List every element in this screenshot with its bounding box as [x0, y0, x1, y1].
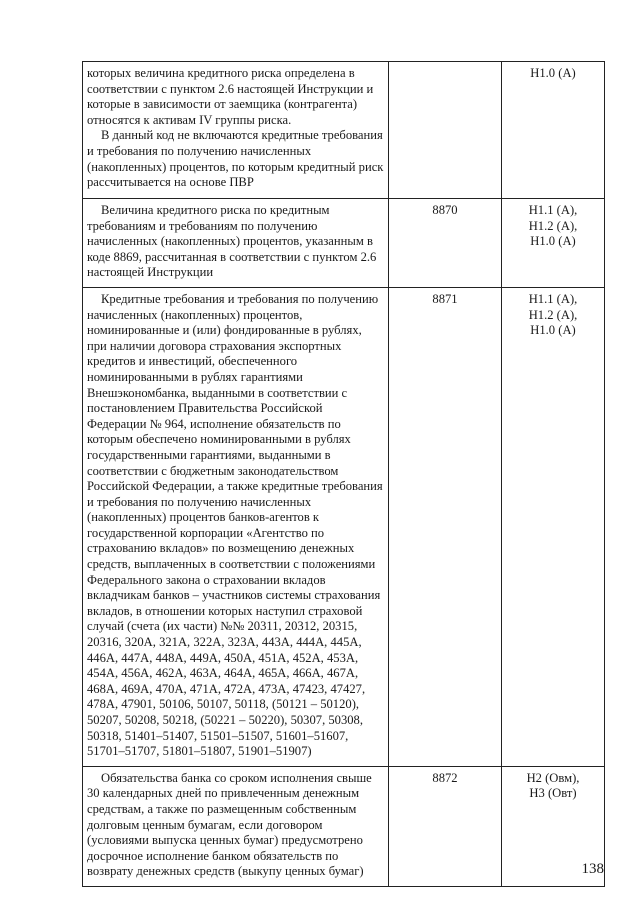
description-paragraph: Величина кредитного риска по кредитным требованиям и требованиям по получению начисленных (накопленных) процентов, указанным в коде 8869, рассчитанная в соответствии с пунктом 2.6 настоящей Инструкции: [87, 203, 377, 280]
table-row: [83, 287, 605, 766]
table-row: [83, 766, 605, 886]
description-cell: [83, 199, 389, 288]
norm-value: Н1.0 (А): [530, 323, 576, 338]
norm-cell: [502, 199, 605, 288]
description-cell: [83, 287, 389, 766]
code-cell: 8871: [389, 287, 502, 766]
description-paragraph: В данный код не включаются кредитные требования и требования по получению начисленных (накопленных) процентов, по которым кредитный риск рассчитывается на основе ПВР: [87, 128, 384, 190]
page-number: 138: [581, 861, 604, 877]
code-cell: [389, 62, 502, 199]
code-cell: 8872: [389, 766, 502, 886]
code-cell: 8870: [389, 199, 502, 288]
description-paragraph: Кредитные требования и требования по получению начисленных (накопленных) процентов, номинированные и (или) фондированные в рублях, при наличии договора страхования экспортных кредитов и инвестиций, обеспеченного номинированными в рублях гарантиями Внешэкономбанка, выданными в соответствии с постановлением Правительства Российской Федерации № 964, исполнение обязательств по которым обеспечено номинированными в рублях государственными гарантиями, выданными в соответствии с бюджетным законодательством Российской Федерации, а также кредитные требования и требования по получению начисленных (накопленных) процентов банков-агентов к государственной корпорации «Агентство по страхованию вкладов» по возмещению денежных средств, выплаченных в соответствии с положениями Федерального закона о страховании вкладов вкладчикам банков – участников системы страхования вкладов, в отношении которых наступил страховой случай (счета (их части) №№ 20311, 20312, 20315, 20316, 320А, 321А, 322А, 323А, 443А, 444А, 445А, 446А, 447А, 448А, 449А, 450А, 451А, 452А, 453А, 454А, 456А, 462А, 463А, 464А, 465А, 466А, 467А, 468А, 469А, 470А, 471А, 472А, 473А, 47423, 47427, 478А, 47901, 50106, 50107, 50118, (50121 – 50120), 50207, 50208, 50218, (50221 – 50220), 50307, 50308, 50318, 51401–51407, 51501–51507, 51601–51607, 51701–51707, 51801–51807, 51901–51907): [87, 291, 383, 759]
description-paragraph: которых величина кредитного риска определена в соответствии с пунктом 2.6 настоящей Инструкции и которые в зависимости от заемщика (контрагента) относятся к активам IV группы риска.: [87, 66, 374, 127]
description-cell: [83, 62, 389, 199]
description-cell: [83, 766, 389, 886]
norm-value: Н1.1 (А),: [528, 203, 578, 217]
codes-table: [82, 61, 605, 887]
description-paragraph: Обязательства банка со сроком исполнения свыше 30 календарных дней по привлеченным денежным средствам, а также по размещенным собственным долговым ценным бумагам, если договором (условиями выпуска ценных бумаг) предусмотрено досрочное исполнение банком обязательств по возврату денежных средств (выкупу ценных бумаг): [87, 770, 372, 879]
norm-value: Н1.0 (А): [530, 66, 576, 80]
norm-value: Н3 (Овт): [529, 786, 577, 801]
table-row: [83, 199, 605, 288]
norm-cell: [502, 287, 605, 766]
norm-value: Н2 (Овм),: [526, 770, 580, 785]
norm-cell: [502, 62, 605, 199]
table-row: [83, 62, 605, 199]
norm-value: Н1.2 (А),: [528, 218, 578, 233]
norm-value: Н1.1 (А),: [528, 291, 578, 306]
norm-value: Н1.2 (А),: [528, 307, 578, 322]
norm-value: Н1.0 (А): [530, 234, 576, 249]
